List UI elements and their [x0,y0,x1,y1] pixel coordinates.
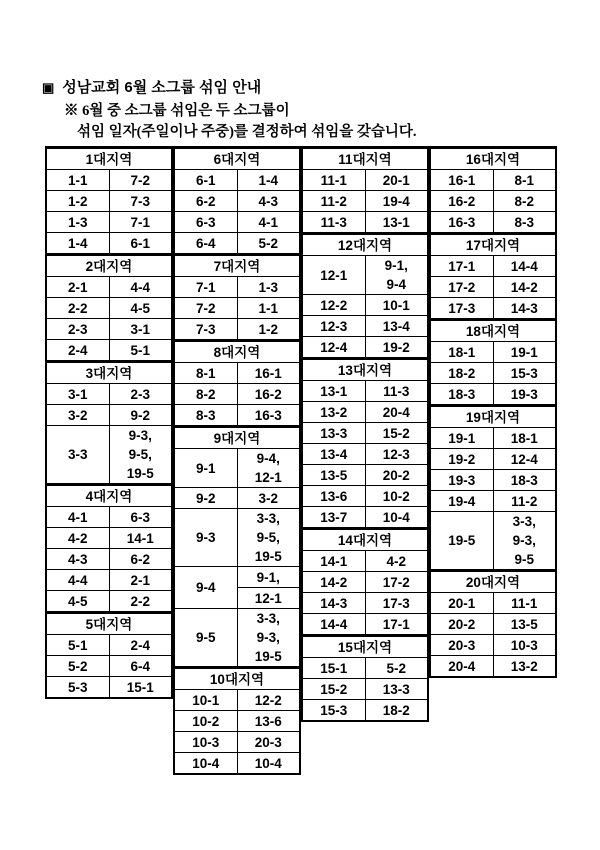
partner-cell: 2-1 [109,570,172,591]
region-header: 7대지역 [174,255,300,277]
partner-cell: 5-2 [237,233,300,255]
region-header: 20대지역 [430,571,556,593]
pair-row [302,402,428,423]
partner-cell: 17-1 [365,614,428,636]
pair-row [302,316,428,337]
partner-cell: 19-4 [365,191,428,212]
region-header: 17대지역 [430,234,556,256]
partner-cell: 4-2 [365,551,428,572]
partner-cell: 1-2 [237,319,300,341]
group-cell: 3-1 [46,384,109,405]
pair-row [430,384,556,406]
region-header: 3대지역 [46,362,172,384]
group-cell: 16-2 [430,191,493,212]
partner-cell: 4-3 [237,191,300,212]
partner-cell: 14-3 [493,298,556,320]
group-cell: 13-2 [302,402,365,423]
group-cell: 11-2 [302,191,365,212]
group-cell: 9-5 [174,609,237,668]
group-cell: 18-1 [430,342,493,363]
group-cell: 4-2 [46,528,109,549]
partner-cell: 6-1 [109,233,172,255]
pair-row [46,591,172,613]
group-cell: 12-4 [302,337,365,359]
pair-row [430,593,556,614]
group-cell: 14-1 [302,551,365,572]
group-cell: 19-4 [430,491,493,512]
region-header: 1대지역 [46,148,172,170]
partner-cell-line: 19-5 [254,649,282,664]
partner-cell: 10-1 [365,295,428,316]
pair-row [302,381,428,402]
partner-cell: 14-2 [493,277,556,298]
note-line-2: 섞임 일자(주일이나 주중)를 결정하여 섞임을 갖습니다. [77,124,417,140]
pair-row [174,212,300,233]
group-cell: 20-4 [430,656,493,678]
pair-row [302,551,428,572]
group-cell: 4-5 [46,591,109,613]
group-cell: 9-1 [174,449,237,488]
partner-cell: 7-3 [109,191,172,212]
pair-row [46,677,172,699]
pair-row [302,170,428,191]
pair-row [46,340,172,362]
group-cell: 6-1 [174,170,237,191]
region-header-row [302,234,428,256]
partner-cell: 13-6 [237,711,300,732]
group-cell: 3-2 [46,405,109,426]
partner-cell: 16-1 [237,363,300,384]
region-header-row [174,427,300,449]
partner-cell: 4-4 [109,277,172,298]
pair-row [430,470,556,491]
pair-row [174,732,300,753]
partner-cell: 16-3 [237,405,300,427]
partner-cell: 9-2 [109,405,172,426]
partner-cell: 17-3 [365,593,428,614]
pair-row [174,509,300,567]
group-cell: 15-2 [302,679,365,700]
partner-cell: 2-4 [109,635,172,656]
group-cell: 2-2 [46,298,109,319]
pair-row [174,191,300,212]
pair-row [174,384,300,405]
group-cell: 16-3 [430,212,493,234]
partner-cell: 14-1 [109,528,172,549]
partner-cell: 10-3 [493,635,556,656]
pair-row [46,191,172,212]
group-cell: 3-3 [46,426,109,485]
group-cell: 7-2 [174,298,237,319]
region-header-row [302,148,428,170]
pair-row [174,405,300,427]
partner-cell: 7-1 [109,212,172,233]
pair-row [174,609,300,668]
partner-cell-line: 12-1 [254,470,282,485]
partner-cell: 15-2 [365,423,428,444]
region-header: 10대지역 [174,668,300,690]
pair-row [430,428,556,449]
page-title [42,76,261,97]
group-cell: 13-5 [302,465,365,486]
pair-row [430,635,556,656]
page-title-text: 성남교회 6월 소그룹 섞임 안내 [62,79,262,96]
region-header-row [46,148,172,170]
partner-cell-line: 19-5 [254,549,282,564]
partner-cell-line: 9-3, [128,428,152,443]
partner-cell: 20-2 [365,465,428,486]
pair-row [46,656,172,677]
pair-row [302,212,428,234]
partner-cell-line: 9-5 [514,552,534,567]
partner-cell: 10-4 [365,507,428,529]
pair-row [430,298,556,320]
partner-cell: 1-3 [237,277,300,298]
pair-row [46,298,172,319]
region-header-row [430,571,556,593]
partner-cell: 8-2 [493,191,556,212]
group-cell: 13-7 [302,507,365,529]
partner-cell: 3-2 [237,488,300,509]
region-header-row [302,636,428,658]
partner-cell-line: 9-3, [256,630,280,645]
pair-row [430,212,556,234]
pair-row [46,570,172,591]
partner-cell-line: 9-5, [256,530,280,545]
pair-row [430,191,556,212]
region-header-row [46,485,172,507]
partner-cell: 16-2 [237,384,300,405]
partner-cell: 12-3 [365,444,428,465]
group-cell: 20-3 [430,635,493,656]
pair-row [174,233,300,255]
group-cell: 19-2 [430,449,493,470]
partner-cell: 20-4 [365,402,428,423]
partner-cell: 13-4 [365,316,428,337]
partner-cell: 18-3 [493,470,556,491]
pair-row [46,549,172,570]
pair-row [46,233,172,255]
group-cell: 2-1 [46,277,109,298]
region-header-row [46,255,172,277]
group-cell: 12-2 [302,295,365,316]
group-cell: 7-3 [174,319,237,341]
pair-row [302,700,428,722]
region-header: 8대지역 [174,341,300,363]
pair-row [174,567,300,588]
partner-cell: 8-1 [493,170,556,191]
partner-cell: 18-1 [493,428,556,449]
region-header: 2대지역 [46,255,172,277]
pair-row [46,528,172,549]
pair-row [46,212,172,233]
group-cell: 11-1 [302,170,365,191]
pair-row [302,256,428,295]
group-cell: 12-3 [302,316,365,337]
partner-cell: 10-2 [365,486,428,507]
pair-row [46,319,172,340]
pair-row [46,635,172,656]
partner-cell: 13-2 [493,656,556,678]
partner-cell: 4-5 [109,298,172,319]
partner-cell: 8-3 [493,212,556,234]
pair-row [46,405,172,426]
pair-row [46,170,172,191]
partner-cell: 20-3 [237,732,300,753]
group-cell: 1-1 [46,170,109,191]
partner-cell [237,449,300,488]
group-cell: 17-2 [430,277,493,298]
partner-cell: 9-1, [237,567,300,588]
partner-cell: 13-3 [365,679,428,700]
pair-row [430,614,556,635]
pair-row [174,753,300,775]
partner-cell: 12-1 [237,588,300,609]
group-cell: 13-4 [302,444,365,465]
group-cell: 10-3 [174,732,237,753]
group-cell: 2-3 [46,319,109,340]
group-cell: 12-1 [302,256,365,295]
pair-row [174,690,300,711]
pair-row [302,572,428,593]
partner-cell-line: 3-3, [512,514,536,529]
partner-cell: 2-2 [109,591,172,613]
pair-row [174,488,300,509]
group-cell: 5-2 [46,656,109,677]
partner-cell: 7-2 [109,170,172,191]
group-cell: 18-2 [430,363,493,384]
group-cell: 20-1 [430,593,493,614]
partner-cell: 15-3 [493,363,556,384]
pair-row [174,277,300,298]
partner-cell: 11-1 [493,593,556,614]
group-cell: 1-4 [46,233,109,255]
group-cell: 14-3 [302,593,365,614]
group-cell: 5-3 [46,677,109,699]
region-header: 4대지역 [46,485,172,507]
group-cell: 13-3 [302,423,365,444]
group-cell: 19-5 [430,512,493,571]
region-header: 16대지역 [430,148,556,170]
pair-row [302,507,428,529]
region-header-row [46,613,172,635]
pair-row [302,593,428,614]
tables-row [45,146,557,775]
pair-row [46,507,172,528]
pair-row [302,191,428,212]
partner-cell-line: 3-3, [256,511,280,526]
region-header: 9대지역 [174,427,300,449]
group-cell: 20-2 [430,614,493,635]
partner-cell-line: 9-5, [128,447,152,462]
region-table-1 [45,146,173,699]
group-cell: 6-2 [174,191,237,212]
group-cell: 6-3 [174,212,237,233]
region-header: 15대지역 [302,636,428,658]
group-cell: 15-1 [302,658,365,679]
partner-cell-line: 9-4, [256,451,280,466]
region-header-row [430,406,556,428]
group-cell: 8-1 [174,363,237,384]
square-bullet-icon: ▣ [42,80,55,95]
partner-cell-line: 9-3, [512,533,536,548]
partner-cell: 6-3 [109,507,172,528]
region-header: 12대지역 [302,234,428,256]
region-header-row [430,234,556,256]
partner-cell: 2-3 [109,384,172,405]
partner-cell: 13-1 [365,212,428,234]
pair-row [302,614,428,636]
group-cell: 10-2 [174,711,237,732]
partner-cell-line: 3-3, [256,611,280,626]
region-header-row [174,255,300,277]
region-header: 18대지역 [430,320,556,342]
partner-cell-line: 9-1, [384,258,408,273]
region-table-3 [301,146,429,722]
region-header: 19대지역 [430,406,556,428]
region-header: 11대지역 [302,148,428,170]
partner-cell: 12-4 [493,449,556,470]
pair-row [174,319,300,341]
group-cell: 6-4 [174,233,237,255]
partner-cell: 6-4 [109,656,172,677]
pair-row [46,384,172,405]
region-header-row [46,362,172,384]
group-cell: 16-1 [430,170,493,191]
region-header-row [174,668,300,690]
partner-cell: 5-1 [109,340,172,362]
group-cell: 7-1 [174,277,237,298]
pair-row [430,277,556,298]
pair-row [430,256,556,277]
region-table-4 [429,146,557,678]
partner-cell [493,512,556,571]
pair-row [302,337,428,359]
region-header-row [430,148,556,170]
partner-cell-line: 19-5 [126,466,154,481]
partner-cell: 19-2 [365,337,428,359]
pair-row [174,711,300,732]
partner-cell [237,509,300,567]
pair-row [430,512,556,571]
partner-cell: 12-2 [237,690,300,711]
region-header: 6대지역 [174,148,300,170]
region-header-row [174,341,300,363]
group-cell: 8-3 [174,405,237,427]
partner-cell: 11-3 [365,381,428,402]
partner-cell: 1-1 [237,298,300,319]
pair-row [302,444,428,465]
partner-cell: 18-2 [365,700,428,722]
group-cell: 4-4 [46,570,109,591]
partner-cell: 19-3 [493,384,556,406]
group-cell: 4-1 [46,507,109,528]
partner-cell: 20-1 [365,170,428,191]
partner-cell: 19-1 [493,342,556,363]
region-header-row [302,359,428,381]
partner-cell: 3-1 [109,319,172,340]
partner-cell: 10-4 [237,753,300,775]
note-line-1: ※ 6월 중 소그룹 섞임은 두 소그룹이 [64,103,290,119]
pair-row [302,295,428,316]
group-cell: 15-3 [302,700,365,722]
partner-cell: 5-2 [365,658,428,679]
group-cell: 17-3 [430,298,493,320]
pair-row [302,658,428,679]
group-cell: 8-2 [174,384,237,405]
partner-cell: 11-2 [493,491,556,512]
group-cell: 5-1 [46,635,109,656]
partner-cell [365,256,428,295]
partner-cell: 17-2 [365,572,428,593]
pair-row [302,486,428,507]
partner-cell: 15-1 [109,677,172,699]
partner-cell [237,609,300,668]
group-cell: 1-2 [46,191,109,212]
pair-row [46,426,172,485]
partner-cell: 13-5 [493,614,556,635]
partner-cell-line: 9-4 [386,277,406,292]
region-header: 5대지역 [46,613,172,635]
region-header-row [302,529,428,551]
group-cell: 13-6 [302,486,365,507]
pair-row [302,423,428,444]
pair-row [430,170,556,191]
group-cell: 11-3 [302,212,365,234]
pair-row [430,449,556,470]
group-cell: 9-3 [174,509,237,567]
group-cell: 4-3 [46,549,109,570]
group-cell: 19-3 [430,470,493,491]
pair-row [174,363,300,384]
region-header-row [174,148,300,170]
partner-cell: 1-4 [237,170,300,191]
pair-row [302,679,428,700]
region-table-2 [173,146,301,775]
partner-cell: 6-2 [109,549,172,570]
partner-cell [109,426,172,485]
pair-row [430,363,556,384]
group-cell: 14-4 [302,614,365,636]
pair-row [174,170,300,191]
pair-row [430,656,556,678]
group-cell: 18-3 [430,384,493,406]
group-cell: 9-4 [174,567,237,609]
group-cell: 10-1 [174,690,237,711]
group-cell: 9-2 [174,488,237,509]
group-cell: 10-4 [174,753,237,775]
group-cell: 2-4 [46,340,109,362]
pair-row [46,277,172,298]
pair-row [302,465,428,486]
partner-cell: 14-4 [493,256,556,277]
pair-row [174,298,300,319]
region-header-row [430,320,556,342]
group-cell: 14-2 [302,572,365,593]
group-cell: 1-3 [46,212,109,233]
group-cell: 13-1 [302,381,365,402]
region-header: 14대지역 [302,529,428,551]
pair-row [430,342,556,363]
pair-row [174,449,300,488]
partner-cell: 4-1 [237,212,300,233]
pair-row [430,491,556,512]
group-cell: 17-1 [430,256,493,277]
region-header: 13대지역 [302,359,428,381]
group-cell: 19-1 [430,428,493,449]
